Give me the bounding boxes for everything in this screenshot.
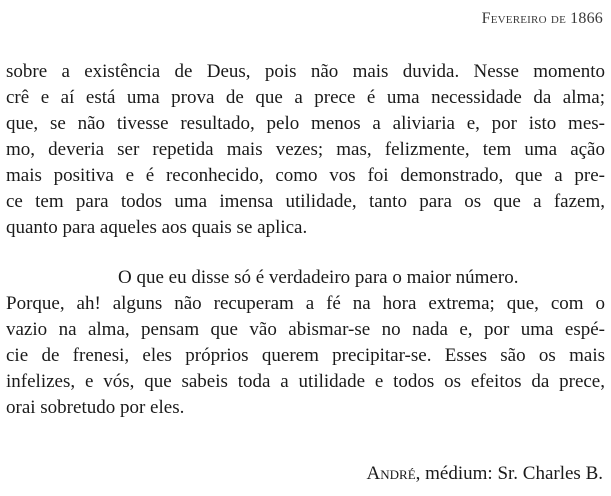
text-line: sobre a existência de Deus, pois não mais duvida. Nesse momento xyxy=(6,61,605,82)
running-header: Fevereiro de 1866 xyxy=(481,10,603,27)
signature-name: André xyxy=(366,463,416,484)
text-line: mais positiva e é reconhecido, como vos foi demonstrado, que a pre- xyxy=(6,165,605,186)
text-line: O que eu disse só é verdadeiro para o maior número. xyxy=(118,267,519,288)
text-line: orai sobretudo por eles. xyxy=(6,397,185,418)
signature xyxy=(367,461,603,487)
text-line: cie de frenesi, eles próprios querem precipitar-se. Esses são os mais xyxy=(6,345,605,366)
text-line: infelizes, e vós, que sabeis toda a utilidade e todos os efeitos da prece, xyxy=(6,371,605,392)
text-line: crê e aí está uma prova de que a prece é uma necessidade da alma; xyxy=(6,87,605,108)
text-line: Porque, ah! alguns não recuperam a fé na hora extrema; que, com o xyxy=(6,293,605,314)
text-line: vazio na alma, pensam que vão abismar-se no nada e, por uma espé- xyxy=(6,319,605,340)
paragraph-1 xyxy=(6,59,605,241)
text-line: que, se não tivesse resultado, pelo menos a aliviaria e, por isto mes- xyxy=(6,113,605,134)
text-line: mo, deveria ser repetida mais vezes; mas, felizmente, tem uma ação xyxy=(6,139,605,160)
text-line: quanto para aqueles aos quais se aplica. xyxy=(6,217,308,238)
signature-detail: , médium: Sr. Charles B. xyxy=(415,463,603,484)
text-line: ce tem para todos uma imensa utilidade, tanto para os que a fazem, xyxy=(6,191,605,212)
paragraph-2 xyxy=(6,265,605,421)
